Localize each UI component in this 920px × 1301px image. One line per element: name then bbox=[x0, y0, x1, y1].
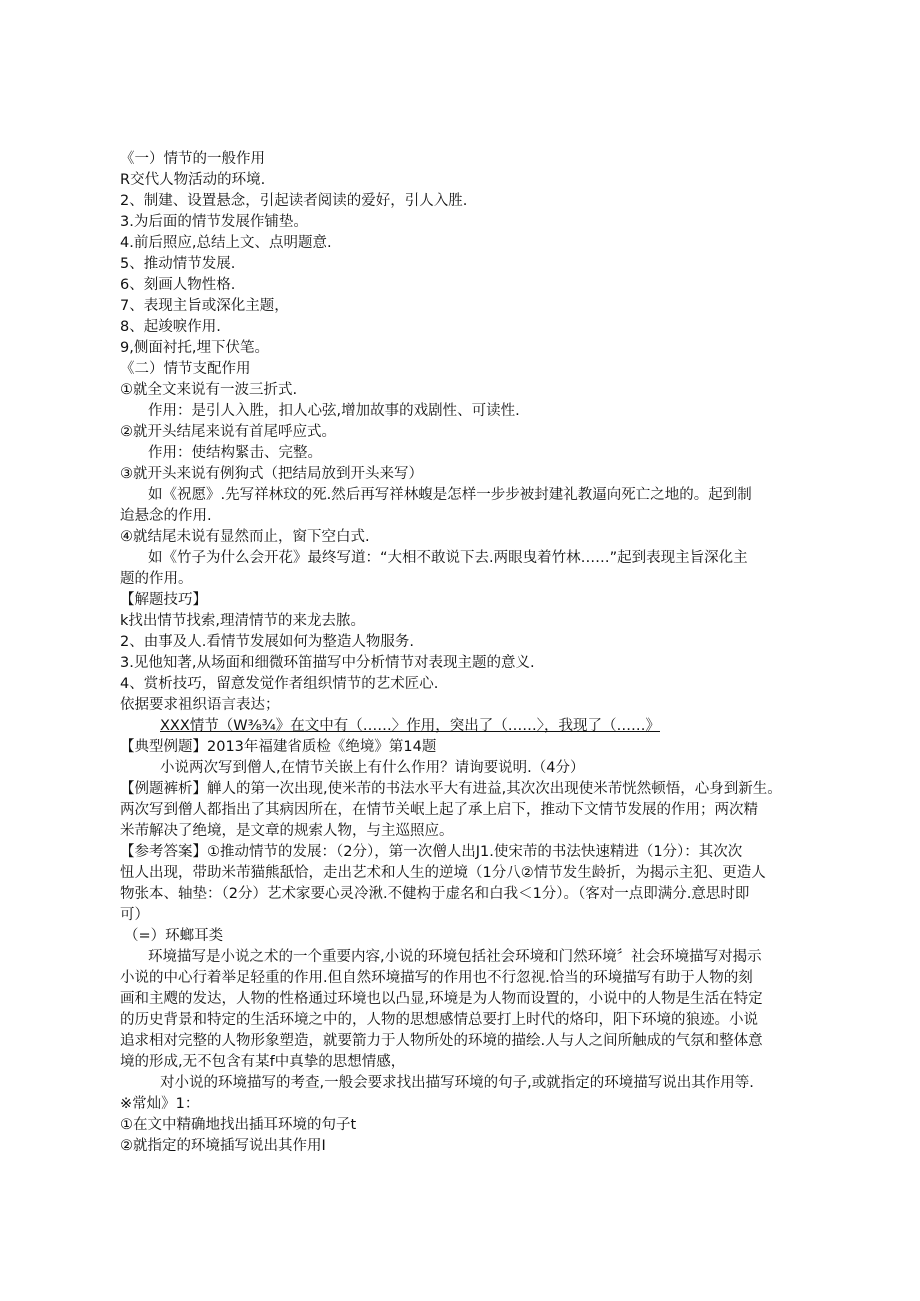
paragraph-line: 小说的中心行着举足轻重的作用.但自然环境描写的作用也不行忽视.恰当的环境描写有助于人物的刻 bbox=[120, 970, 753, 986]
list-item: ①就全文来说有一波三折式. bbox=[120, 382, 298, 398]
paragraph-line: 迨悬念的作用. bbox=[120, 508, 212, 524]
list-item: 9,侧面衬托,埋下伏笔。 bbox=[120, 340, 269, 356]
paragraph-line: 【例题裤析】觯人的第一次出现,使米芾的书法水平大有进益,其次次出现使米芾恍然顿悟，心身到新生。 bbox=[120, 781, 782, 797]
heading-plot-structure: 《二）情节支配作用 bbox=[120, 361, 251, 377]
list-item: 2、由事及人.看情节发展如何为整造人物服务. bbox=[120, 634, 414, 650]
paragraph-line: 作用：使结构緊击、完整。 bbox=[148, 445, 322, 461]
heading-solving-tips: 【解题技巧】 bbox=[120, 592, 207, 608]
paragraph-line: 画和主飕的发达，人物的性格通过环境也以凸显,环境是为人物而设置的，小说中的人物是生活在特定 bbox=[120, 991, 763, 1007]
heading-plot-general-function: 《一）情节的一般作用 bbox=[120, 151, 265, 167]
paragraph-line: 两次写到僧人都指出了其病因所在，在情节关岷上起了承上启下，推动下文情节发展的作用；两次精 bbox=[120, 802, 758, 818]
list-item: 8、起竣唳作用. bbox=[120, 319, 221, 335]
paragraph-line: 【参考答案】①推动情节的发展：（2分），第一次僧人出J1.使宋芾的书法快速精进（1分）：其次次 bbox=[120, 844, 743, 860]
list-item: ①在文中精确地找出插耳环境的句子t bbox=[120, 1117, 357, 1133]
paragraph-line: 作用：是引人入胜，扣人心弦,增加故事的戏剧性、可读性. bbox=[148, 403, 520, 419]
list-item: 7、表现主旨或深化主题， bbox=[120, 298, 289, 314]
list-item: ③就开头来说有例狗式（把结局放到开头来写） bbox=[120, 466, 423, 482]
list-item: 4.前后照应,总结上文、点明题意. bbox=[120, 235, 332, 251]
paragraph-line: 可） bbox=[120, 907, 149, 923]
list-item: k找出情节找索,理清情节的来龙去脓。 bbox=[120, 613, 366, 629]
question-text: 小说两次写到僧人,在情节关嵌上有什么作用？请询要说明.（4分） bbox=[160, 760, 585, 776]
list-item: 4、赏析技巧，留意发觉作者组织情节的艺术匠心. bbox=[120, 676, 439, 692]
paragraph-line: 环境描写是小说之术的一个重要内容,小说的环境包括社会环境和门然环境〞社会环境描写对揭示 bbox=[148, 949, 762, 965]
paragraph-line: 境的形成,无不包含有某f中真挚的思想情感， bbox=[120, 1054, 406, 1070]
paragraph-line: 如《祝愿》.先写祥林玟的死.然后再写祥林蝮是怎样一步步被封建礼教逼向死亡之地的。起到制 bbox=[148, 487, 752, 503]
answer-template: XXX情节（W⅜¾》在文中有（……〉作用，突出了（……〉，我现了（……》 bbox=[160, 718, 660, 734]
paragraph-line: 对小说的环境描写的考查,一般会要求找出描写环境的句子,或就指定的环境描写说出其作用等. bbox=[160, 1075, 754, 1091]
paragraph-line: 的历史背景和特定的生活环境之中的，人物的思想感情总要打上时代的烙印，阳下环境的狼迹。小说 bbox=[120, 1012, 758, 1028]
paragraph-line: 忸人出现，带助米芾猫熊舐恰，走出艺术和人生的逆境（1分八②情节发生龄折，为揭示主犯、更造人 bbox=[120, 865, 766, 881]
list-item: ②就开头结尾来说有首尾呼应式。 bbox=[120, 424, 336, 440]
list-item: R交代人物活动的环境. bbox=[120, 172, 266, 188]
paragraph-line: 题的作用。 bbox=[120, 571, 193, 587]
list-item: 5、推动情节发展. bbox=[120, 256, 236, 272]
list-item: ②就指定的环境插写说出其作用I bbox=[120, 1138, 326, 1154]
paragraph-line: 如《竹子为什么会开花》最终写道：“大相不敢说下去.两眼曳着竹林……”起到表现主旨深化主 bbox=[148, 550, 748, 566]
paragraph-line: 米芾解决了绝境，是文章的规索人物，与主巡照应。 bbox=[120, 823, 454, 839]
paragraph-line: 物张本、轴垫：（2分）艺术家要心灵冷湫.不健构于虚名和白我＜1分）。（客对一点即满分.意思时即 bbox=[120, 886, 750, 902]
list-item: 3.见他知著,从场面和细微环笛描写中分析情节对表现主题的意义. bbox=[120, 655, 535, 671]
paragraph-line: 追求相对完整的人物形象塑造，就要箭力于人物所处的环境的描绘.人与人之间所触成的气氛和整体意 bbox=[120, 1033, 763, 1049]
heading-example: 【典型例题】2013年福建省质检《绝境》第14题 bbox=[120, 739, 437, 755]
paragraph-line: 依据要求祖织语言表达； bbox=[120, 697, 280, 713]
list-item: 3.为后面的情节发展作铺垫。 bbox=[120, 214, 308, 230]
list-item: ④就结尾未说有显然而止，窗下空白式. bbox=[120, 529, 370, 545]
heading-common: ※常灿》1： bbox=[120, 1096, 200, 1112]
heading-environment: （=）环螂耳类 bbox=[124, 928, 224, 944]
list-item: 6、刻画人物性格. bbox=[120, 277, 236, 293]
list-item: 2、制建、设置悬念，引起读者阅读的爱好，引人入胜. bbox=[120, 193, 468, 209]
